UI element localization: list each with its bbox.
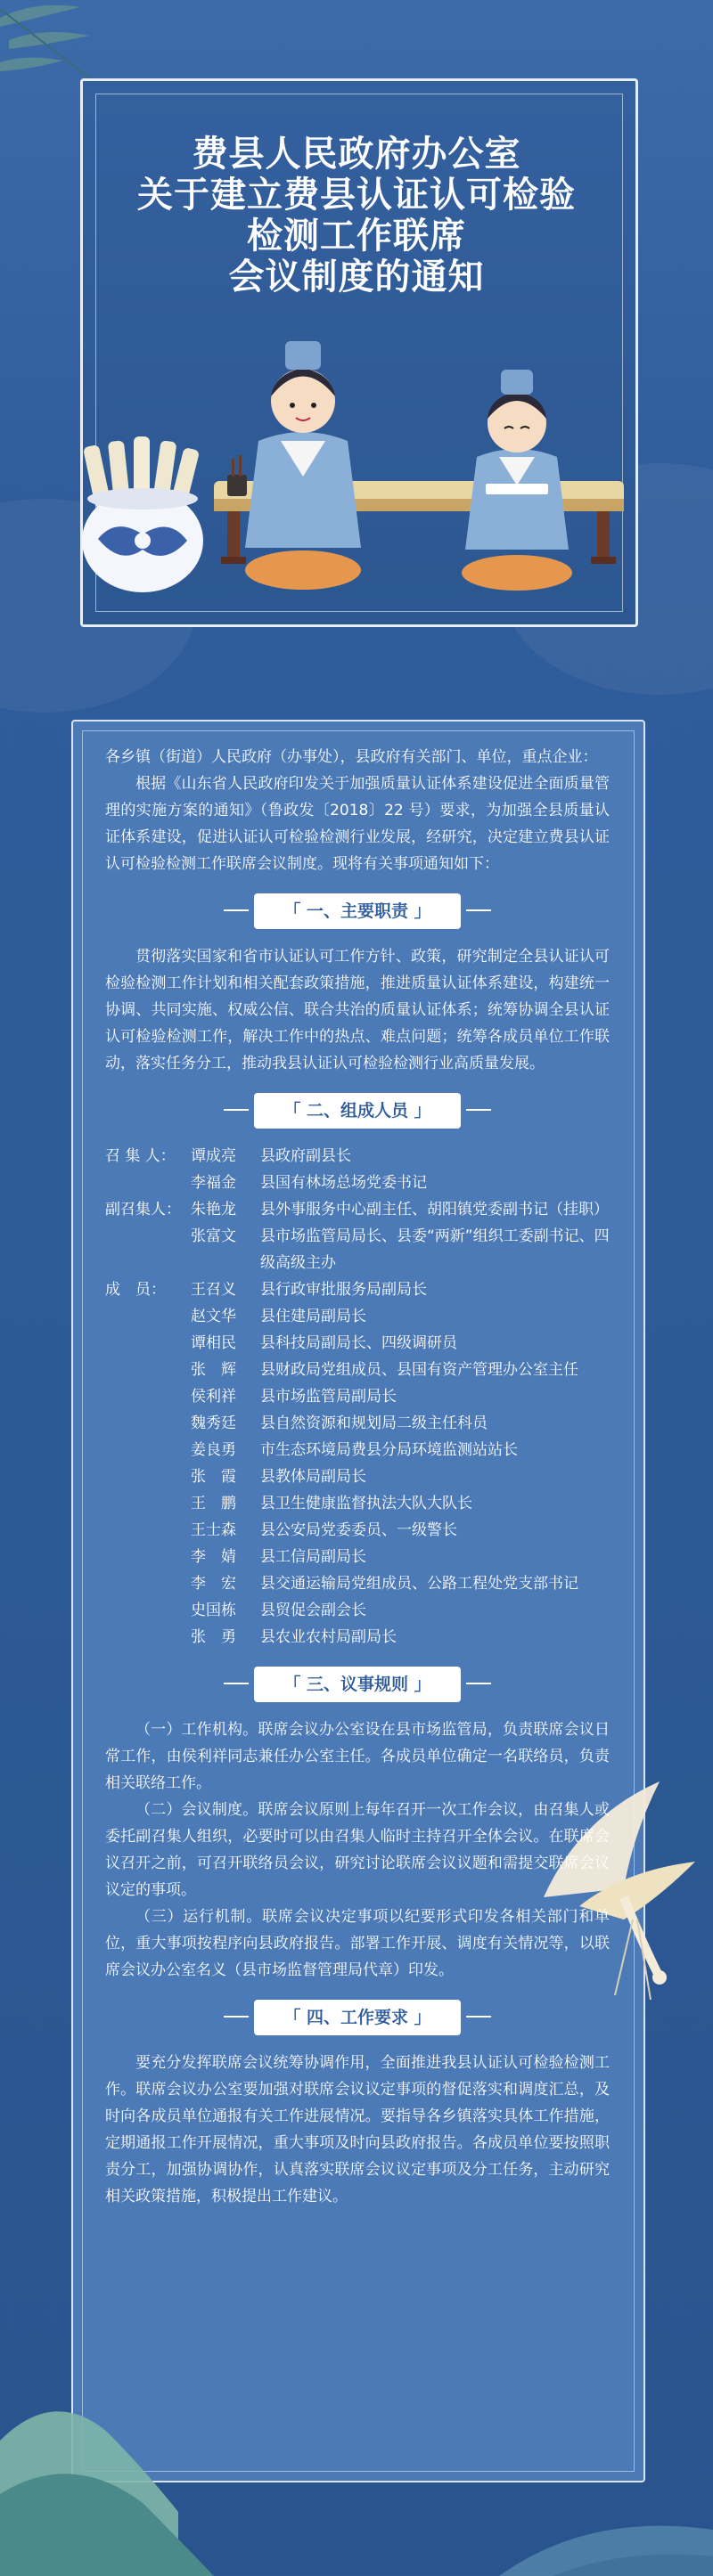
member-role bbox=[105, 1330, 191, 1357]
member-row bbox=[105, 1196, 610, 1223]
member-role: 副召集人： bbox=[105, 1201, 181, 1219]
page-title bbox=[80, 134, 633, 298]
member-role bbox=[105, 1303, 191, 1330]
member-role bbox=[105, 1223, 191, 1276]
title-line: 会议制度的通知 bbox=[228, 256, 485, 298]
member-row bbox=[105, 1517, 610, 1544]
rules-item: （一）工作机构。联席会议办公室设在县市场监管局，负责联席会议日常工作，由侯利祥同志兼任办公室主任。各成员单位确定一名联络员，负责相关联络工作。 bbox=[105, 1721, 610, 1792]
scroll-pot-icon bbox=[82, 436, 203, 592]
member-name: 张富文 bbox=[191, 1227, 236, 1245]
member-row bbox=[105, 1544, 610, 1570]
member-title: 县行政审批服务局副局长 bbox=[260, 1281, 427, 1299]
member-row bbox=[105, 1170, 610, 1196]
member-title: 县教体局副局长 bbox=[260, 1468, 366, 1486]
member-name: 侯利祥 bbox=[191, 1388, 236, 1406]
member-name: 张 勇 bbox=[191, 1628, 236, 1646]
section-heading-duties: 「 一、主要职责 」 bbox=[254, 893, 461, 929]
member-name: 李 婧 bbox=[191, 1548, 236, 1566]
member-title: 县工信局副局长 bbox=[260, 1548, 366, 1566]
member-title: 市生态环境局费县分局环境监测站站长 bbox=[260, 1441, 518, 1459]
member-row bbox=[105, 1330, 610, 1357]
member-row bbox=[105, 1463, 610, 1490]
member-row bbox=[105, 1597, 610, 1624]
member-name: 姜良勇 bbox=[191, 1441, 236, 1459]
member-name: 王 鹏 bbox=[191, 1495, 236, 1512]
member-role bbox=[105, 1357, 191, 1383]
member-role bbox=[105, 1517, 191, 1544]
member-name: 李 宏 bbox=[191, 1575, 236, 1593]
member-role bbox=[105, 1624, 191, 1651]
addressee: 各乡镇（街道）人民政府（办事处），县政府有关部门、单位，重点企业： bbox=[105, 748, 598, 766]
member-title: 县市场监管局局长、县委“两新”组织工委副书记、四级高级主办 bbox=[260, 1227, 610, 1272]
scholar-left-icon bbox=[227, 341, 361, 590]
notice-content bbox=[105, 744, 610, 2210]
member-title: 县国有林场总场党委书记 bbox=[260, 1174, 427, 1192]
section-heading-rules: 「 三、议事规则 」 bbox=[254, 1667, 461, 1702]
member-title: 县交通运输局党组成员、公路工程处党支部书记 bbox=[260, 1575, 578, 1593]
member-title: 县公安局党委委员、一级警长 bbox=[260, 1521, 457, 1539]
member-role bbox=[105, 1410, 191, 1437]
member-row bbox=[105, 1143, 610, 1170]
rules-item: （三）运行机制。联席会议决定事项以纪要形式印发各相关部门和单位，重大事项按程序向县政府报告。部署工作开展、调度有关情况等，以联席会议办公室名义（县市场监督管理局代章）印发。 bbox=[105, 1908, 610, 1979]
member-title: 县市场监管局副局长 bbox=[260, 1388, 397, 1406]
member-row bbox=[105, 1303, 610, 1330]
member-row bbox=[105, 1357, 610, 1383]
member-title: 县财政局党组成员、县国有资产管理办公室主任 bbox=[260, 1361, 578, 1379]
member-row bbox=[105, 1223, 610, 1276]
member-row bbox=[105, 1410, 610, 1437]
member-role bbox=[105, 1570, 191, 1597]
member-role bbox=[105, 1463, 191, 1490]
member-row bbox=[105, 1624, 610, 1651]
bamboo-leaves-decoration bbox=[0, 0, 107, 89]
intro-paragraph: 根据《山东省人民政府印发关于加强质量认证体系建设促进全面质量管理的实施方案的通知》（鲁政发〔2018〕22 号）要求，为加强全县质量认证体系建设，促进认证认可检验检测行业发展，经研究，决定建立费县认证认可检验检测工作联席会议制度。现将有关事项通知如下： bbox=[105, 775, 610, 873]
member-row bbox=[105, 1490, 610, 1517]
member-name: 赵文华 bbox=[191, 1308, 236, 1325]
member-name: 谭相民 bbox=[191, 1334, 236, 1352]
requirements-paragraph: 要充分发挥联席会议统筹协调作用，全面推进我县认证认可检验检测工作。联席会议办公室要加强对联席会议议定事项的督促落实和调度汇总，及时向各成员单位通报有关工作进展情况。要指导各乡镇落实具体工作措施，定期通报工作开展情况，重大事项及时向县政府报告。各成员单位要按照职责分工，加强协调协作，认真落实联席会议议定事项及分工任务，主动研究相关政策措施，积极提出工作建议。 bbox=[105, 2054, 610, 2205]
member-name: 魏秀廷 bbox=[191, 1414, 236, 1432]
rules-item: （二）会议制度。联席会议原则上每年召开一次工作会议，由召集人或委托副召集人组织，必要时可以由召集人临时主持召开全体会议。在联席会议召开之前，可召开联络员会议，研究讨论联席会议议题和需提交联席会议议定的事项。 bbox=[105, 1801, 610, 1899]
member-title: 县政府副县长 bbox=[260, 1147, 351, 1165]
member-title: 县自然资源和规划局二级主任科员 bbox=[260, 1414, 488, 1432]
member-name: 王召义 bbox=[191, 1281, 236, 1299]
member-title: 县住建局副局长 bbox=[260, 1308, 366, 1325]
member-role: 成 员： bbox=[105, 1281, 166, 1299]
member-role bbox=[105, 1597, 191, 1624]
member-role bbox=[105, 1170, 191, 1196]
member-name: 朱艳龙 bbox=[191, 1201, 236, 1219]
member-row bbox=[105, 1383, 610, 1410]
member-name: 李福金 bbox=[191, 1174, 236, 1192]
member-title: 县外事服务中心副主任、胡阳镇党委副书记（挂职） bbox=[260, 1201, 609, 1219]
member-role bbox=[105, 1490, 191, 1517]
member-row bbox=[105, 1437, 610, 1463]
section-heading-requirements: 「 四、工作要求 」 bbox=[254, 2000, 461, 2035]
scholars-illustration bbox=[80, 307, 633, 601]
member-role bbox=[105, 1544, 191, 1570]
duties-paragraph: 贯彻落实国家和省市认证认可工作方针、政策，研究制定全县认证认可检验检测工作计划和相关配套政策措施，推进质量认证体系建设，构建统一协调、共同实施、权威公信、联合共治的质量认证体系；统筹协调全县认证认可检验检测工作，解决工作中的热点、难点问题；统筹各成员单位工作联动，落实任务分工，推动我县认证认可检验检测行业高质量发展。 bbox=[105, 948, 610, 1072]
title-line: 检测工作联席 bbox=[247, 215, 466, 257]
member-name: 谭成亮 bbox=[191, 1147, 236, 1165]
member-title: 县卫生健康监督执法大队大队长 bbox=[260, 1495, 472, 1512]
member-name: 张 辉 bbox=[191, 1361, 236, 1379]
member-title: 县科技局副局长、四级调研员 bbox=[260, 1334, 457, 1352]
member-list bbox=[105, 1143, 610, 1651]
member-row bbox=[105, 1276, 610, 1303]
scholar-right-icon bbox=[462, 370, 572, 591]
member-role bbox=[105, 1437, 191, 1463]
member-name: 王士森 bbox=[191, 1521, 236, 1539]
member-name: 张 霞 bbox=[191, 1468, 236, 1486]
member-role: 召 集 人： bbox=[105, 1147, 176, 1165]
member-name: 史国栋 bbox=[191, 1602, 236, 1619]
title-line: 费县人民政府办公室 bbox=[192, 133, 521, 175]
member-title: 县贸促会副会长 bbox=[260, 1602, 366, 1619]
section-heading-members: 「 二、组成人员 」 bbox=[254, 1093, 461, 1129]
member-title: 县农业农村局副局长 bbox=[260, 1628, 397, 1646]
member-row bbox=[105, 1570, 610, 1597]
mountain-decoration bbox=[0, 2334, 713, 2576]
title-line: 关于建立费县认证认可检验 bbox=[137, 174, 576, 216]
member-role bbox=[105, 1383, 191, 1410]
